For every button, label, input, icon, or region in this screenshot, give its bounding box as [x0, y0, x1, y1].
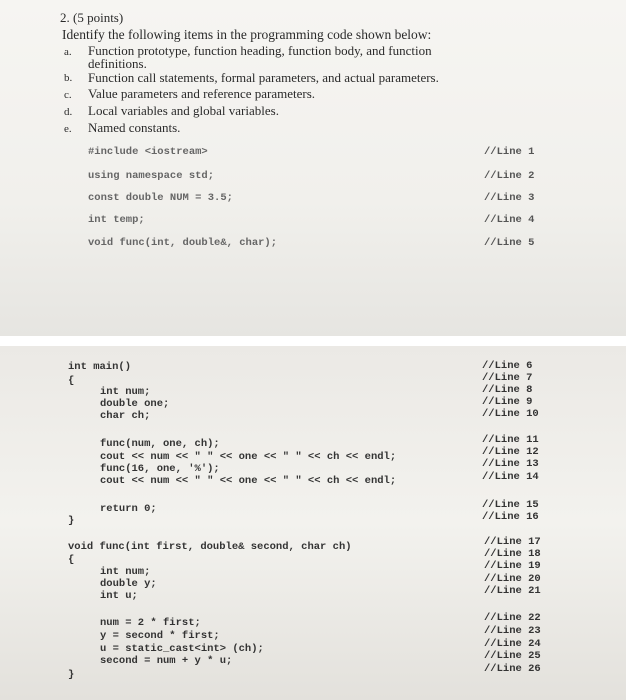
code-line-7: {: [68, 375, 75, 387]
code-label-24: //Line 24: [484, 638, 541, 650]
code-label-9: //Line 9: [482, 396, 533, 408]
code-line-11: func(num, one, ch);: [100, 438, 220, 450]
code-line-16: }: [68, 515, 75, 527]
question-intro: Identify the following items in the programming code shown below:: [62, 27, 432, 42]
item-c-letter: c.: [64, 89, 72, 101]
top-photo-panel: [0, 0, 626, 336]
code-line-18: {: [68, 554, 75, 566]
code-label-25: //Line 25: [484, 650, 541, 662]
code-line-3: const double NUM = 3.5;: [88, 192, 233, 204]
code-line-26: }: [68, 669, 75, 681]
code-line-8: int num;: [100, 386, 151, 398]
code-label-13: //Line 13: [482, 458, 539, 470]
code-label-8: //Line 8: [482, 384, 533, 396]
code-line-23: y = second * first;: [100, 630, 220, 642]
item-a-line2: definitions.: [88, 56, 147, 71]
code-label-1: //Line 1: [484, 146, 535, 158]
code-label-15: //Line 15: [482, 499, 539, 511]
code-line-15: return 0;: [100, 503, 157, 515]
code-label-17: //Line 17: [484, 536, 541, 548]
code-label-6: //Line 6: [482, 360, 533, 372]
code-line-24: u = static_cast<int> (ch);: [100, 643, 264, 655]
code-line-17: void func(int first, double& second, char ch): [68, 541, 352, 553]
item-d-letter: d.: [64, 106, 73, 118]
item-b-line1: Function call statements, formal parameters, and actual parameters.: [88, 70, 439, 85]
code-label-26: //Line 26: [484, 663, 541, 675]
code-line-5: void func(int, double&, char);: [88, 237, 278, 249]
item-a-line1: Function prototype, function heading, function body, and function: [88, 43, 432, 58]
code-label-10: //Line 10: [482, 408, 539, 420]
code-line-2: using namespace std;: [88, 170, 215, 182]
code-line-22: num = 2 * first;: [100, 617, 201, 629]
code-line-19: int num;: [100, 566, 151, 578]
code-label-5: //Line 5: [484, 237, 535, 249]
code-label-23: //Line 23: [484, 625, 541, 637]
item-e-line1: Named constants.: [88, 120, 181, 135]
bottom-photo-panel: [0, 346, 626, 700]
code-label-19: //Line 19: [484, 560, 541, 572]
code-line-21: int u;: [100, 590, 138, 602]
code-line-13: func(16, one, '%');: [100, 463, 220, 475]
photo-divider: [0, 336, 626, 346]
code-label-7: //Line 7: [482, 372, 533, 384]
code-label-2: //Line 2: [484, 170, 535, 182]
code-line-12: cout << num << " " << one << " " << ch << endl;: [100, 451, 397, 463]
code-label-20: //Line 20: [484, 573, 541, 585]
code-line-20: double y;: [100, 578, 157, 590]
item-d-line1: Local variables and global variables.: [88, 103, 279, 118]
code-label-4: //Line 4: [484, 214, 535, 226]
code-label-16: //Line 16: [482, 511, 539, 523]
code-line-1: #include <iostream>: [88, 146, 208, 158]
code-label-11: //Line 11: [482, 434, 539, 446]
code-label-12: //Line 12: [482, 446, 539, 458]
code-label-18: //Line 18: [484, 548, 541, 560]
code-label-3: //Line 3: [484, 192, 535, 204]
item-a-letter: a.: [64, 46, 72, 58]
code-line-4: int temp;: [88, 214, 145, 226]
code-label-22: //Line 22: [484, 612, 541, 624]
code-line-9: double one;: [100, 398, 170, 410]
code-label-21: //Line 21: [484, 585, 541, 597]
code-line-10: char ch;: [100, 410, 151, 422]
question-title: 2. (5 points): [60, 10, 124, 25]
code-line-25: second = num + y * u;: [100, 655, 233, 667]
code-label-14: //Line 14: [482, 471, 539, 483]
item-c-line1: Value parameters and reference parameters.: [88, 86, 315, 101]
item-e-letter: e.: [64, 123, 72, 135]
code-line-14: cout << num << " " << one << " " << ch << endl;: [100, 475, 397, 487]
code-line-6: int main(): [68, 361, 132, 373]
item-b-letter: b.: [64, 72, 73, 84]
